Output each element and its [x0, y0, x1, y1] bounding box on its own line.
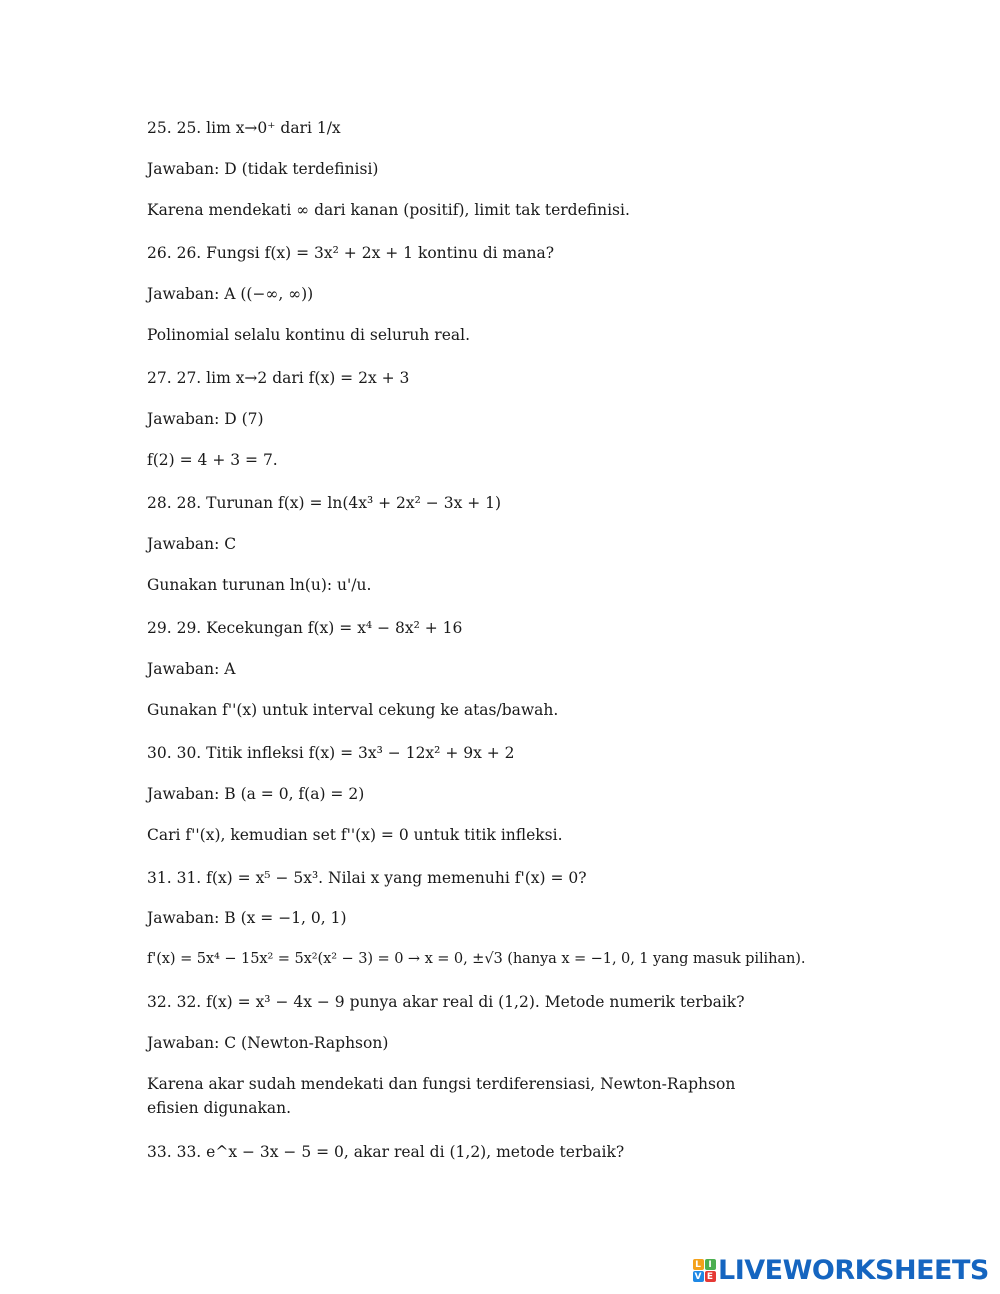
explanation-31: f'(x) = 5x⁴ − 15x² = 5x²(x² − 3) = 0 → x = 0, ±√3 (hanya x = −1, 0, 1 yang masuk pilihan).	[147, 950, 806, 967]
logo-mark-icon	[692, 1258, 716, 1282]
question-25: 25. 25. lim x→0⁺ dari 1/x	[147, 119, 341, 137]
answer-31: Jawaban: B (x = −1, 0, 1)	[147, 909, 347, 927]
explanation-30: Cari f''(x), kemudian set f''(x) = 0 untuk titik infleksi.	[147, 826, 563, 844]
question-26: 26. 26. Fungsi f(x) = 3x² + 2x + 1 kontinu di mana?	[147, 244, 555, 262]
explanation-25: Karena mendekati ∞ dari kanan (positif), limit tak terdefinisi.	[147, 201, 630, 219]
question-33: 33. 33. e^x − 3x − 5 = 0, akar real di (1,2), metode terbaik?	[147, 1143, 625, 1161]
explanation-32: Karena akar sudah mendekati dan fungsi terdiferensiasi, Newton-Raphson efisien digunakan.	[147, 1075, 736, 1117]
logo-letter-3: E	[705, 1271, 716, 1282]
logo-letter-2: V	[693, 1271, 704, 1282]
liveworksheets-logo	[692, 1255, 989, 1285]
answer-26: Jawaban: A ((−∞, ∞))	[147, 285, 314, 303]
question-30: 30. 30. Titik infleksi f(x) = 3x³ − 12x² + 9x + 2	[147, 744, 515, 762]
answer-29: Jawaban: A	[147, 660, 236, 678]
answer-27: Jawaban: D (7)	[147, 410, 264, 428]
explanation-27: f(2) = 4 + 3 = 7.	[147, 451, 278, 469]
question-31: 31. 31. f(x) = x⁵ − 5x³. Nilai x yang memenuhi f'(x) = 0?	[147, 869, 587, 887]
answer-25: Jawaban: D (tidak terdefinisi)	[147, 160, 379, 178]
explanation-28: Gunakan turunan ln(u): u'/u.	[147, 576, 372, 594]
logo-letter-1: I	[705, 1259, 716, 1270]
question-27: 27. 27. lim x→2 dari f(x) = 2x + 3	[147, 369, 410, 387]
logo-letter-0: L	[693, 1259, 704, 1270]
logo-text: LIVEWORKSHEETS	[718, 1254, 989, 1286]
answer-28: Jawaban: C	[147, 535, 237, 553]
question-29: 29. 29. Kecekungan f(x) = x⁴ − 8x² + 16	[147, 619, 463, 637]
question-28: 28. 28. Turunan f(x) = ln(4x³ + 2x² − 3x + 1)	[147, 494, 502, 512]
explanation-26: Polinomial selalu kontinu di seluruh real.	[147, 326, 471, 344]
answer-30: Jawaban: B (a = 0, f(a) = 2)	[147, 785, 365, 803]
question-32: 32. 32. f(x) = x³ − 4x − 9 punya akar real di (1,2). Metode numerik terbaik?	[147, 993, 745, 1011]
explanation-29: Gunakan f''(x) untuk interval cekung ke atas/bawah.	[147, 701, 559, 719]
answer-32: Jawaban: C (Newton-Raphson)	[147, 1034, 389, 1052]
